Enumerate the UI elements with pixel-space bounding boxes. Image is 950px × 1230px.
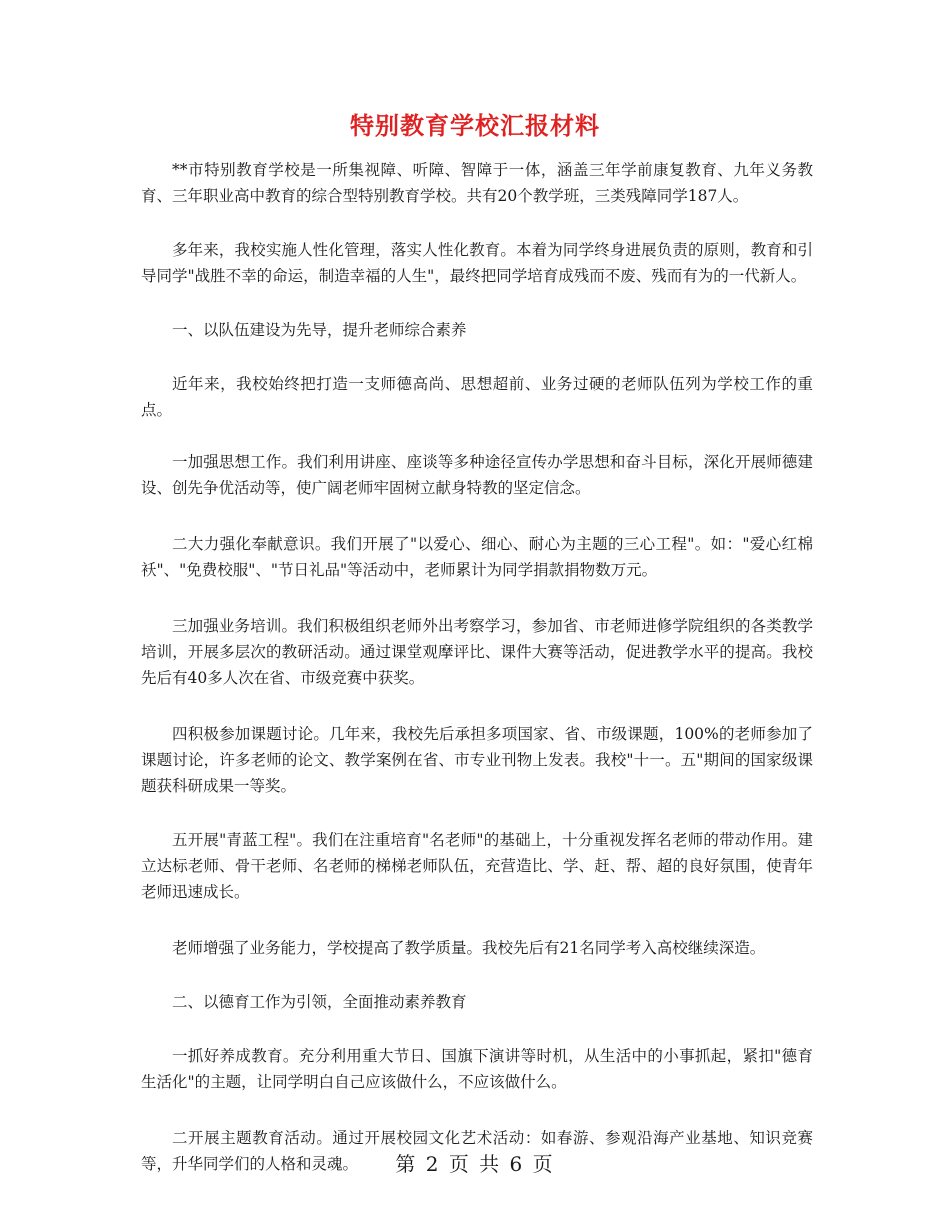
paragraph-management: 多年来，我校实施人性化管理，落实人性化教育。本着为同学终身进展负责的原则，教育和引导同学"战胜不幸的命运，制造幸福的人生"，最终把同学培育成残而不废、残而有为的一代新人。 [141, 241, 813, 285]
document-body [141, 157, 813, 1177]
paragraph-research: 四积极参加课题讨论。几年来，我校先后承担多项国家、省、市级课题，100%的老师参加了课题讨论，许多老师的论文、教学案例在省、市专业刊物上发表。我校"十一。五"期间的国家级课题获科研成果一等奖。 [141, 725, 813, 795]
paragraph-teaching-quality: 老师增强了业务能力，学校提高了教学质量。我校先后有21名同学考入高校继续深造。 [172, 939, 766, 957]
paragraph-training: 三加强业务培训。我们积极组织老师外出考察学习，参加省、市老师进修学院组织的各类教学培训，开展多层次的教研活动。通过课堂观摩评比、课件大赛等活动，促进教学水平的提高。我校先后有40多人次在省、市级竞赛中获奖。 [141, 617, 813, 687]
paragraph-ideology: 一加强思想工作。我们利用讲座、座谈等多种途径宣传办学思想和奋斗目标，深化开展师德建设、创先争优活动等，使广阔老师牢固树立献身特教的坚定信念。 [141, 453, 813, 497]
page-number-footer: 第 2 页 共 6 页 [395, 1152, 555, 1176]
document-title: 特别教育学校汇报材料 [350, 111, 600, 140]
paragraph-habit-education: 一抓好养成教育。充分利用重大节日、国旗下演讲等时机，从生活中的小事抓起，紧扣"德育生活化"的主题，让同学明白自己应该做什么，不应该做什么。 [141, 1047, 813, 1091]
paragraph-teacher-team: 近年来，我校始终把打造一支师德高尚、思想超前、业务过硬的老师队伍列为学校工作的重点。 [141, 375, 813, 419]
section-heading-1: 一、以队伍建设为先导，提升老师综合素养 [172, 321, 467, 339]
paragraph-intro: **市特别教育学校是一所集视障、听障、智障于一体，涵盖三年学前康复教育、九年义务教育、三年职业高中教育的综合型特别教育学校。共有20个教学班，三类残障同学187人。 [141, 161, 813, 205]
paragraph-dedication: 二大力强化奉献意识。我们开展了"以爱心、细心、耐心为主题的三心工程"。如："爱心红棉袄"、"免费校服"、"节日礼品"等活动中，老师累计为同学捐款捐物数万元。 [141, 535, 813, 579]
section-heading-2: 二、以德育工作为引领，全面推动素养教育 [172, 993, 467, 1011]
paragraph-theme-activities: 二开展主题教育活动。通过开展校园文化艺术活动：如春游、参观沿海产业基地、知识竞赛等，升华同学们的人格和灵魂。 [141, 1129, 813, 1173]
paragraph-qinglan-project: 五开展"青蓝工程"。我们在注重培育"名老师"的基础上，十分重视发挥名老师的带动作用。建立达标老师、骨干老师、名老师的梯梯老师队伍，充营造比、学、赶、帮、超的良好氛围，使青年老师迅速成长。 [141, 831, 813, 901]
